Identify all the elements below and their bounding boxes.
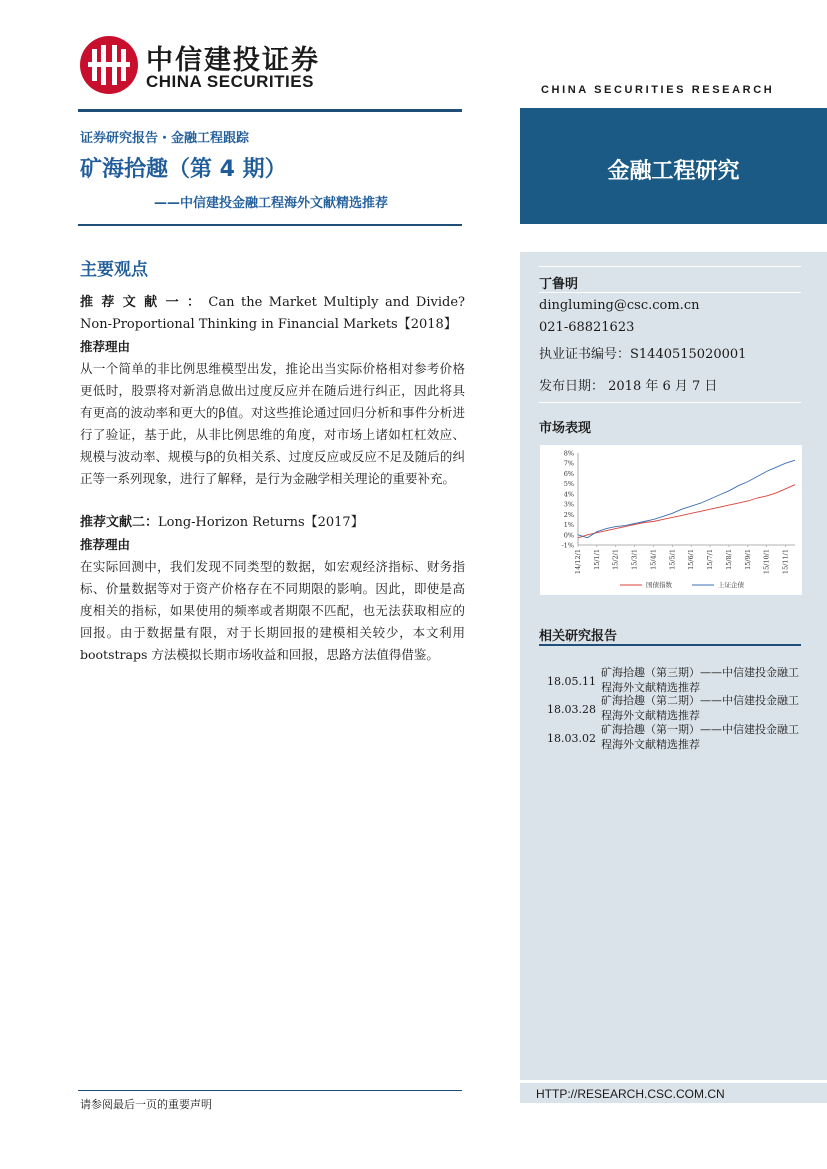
research-url-link[interactable]: HTTP://RESEARCH.CSC.COM.CN (536, 1087, 725, 1101)
market-performance-heading: 市场表现 (539, 421, 592, 436)
chart-y-tick-label: 7% (563, 459, 574, 468)
related-reports-rule (539, 644, 801, 646)
chart-y-tick-label: 8% (563, 449, 574, 458)
chart-y-tick-label: 6% (563, 469, 574, 478)
company-logo-emblem-icon (80, 36, 138, 94)
recommendation-1-reason-label: 推荐理由 (80, 339, 131, 354)
related-reports-heading: 相关研究报告 (539, 629, 618, 644)
analyst-rule (539, 292, 801, 293)
chart-x-tick-label: 15/10/1 (762, 549, 771, 575)
analyst-license: 执业证书编号：S1440515020001 (539, 347, 747, 362)
chart-x-tick-label: 15/5/1 (668, 549, 677, 570)
related-report-date: 18.05.11 (547, 675, 596, 688)
chart-y-tick-label: 4% (563, 490, 574, 499)
report-subtitle: ——中信建投金融工程海外文献精选推荐 (154, 196, 389, 211)
recommendation-1-title-cont: Non-Proportional Thinking in Financial Markets【2018】 (80, 317, 457, 332)
recommendation-1 (80, 292, 465, 490)
chart-x-tick-label: 15/11/1 (781, 549, 790, 575)
recommendation-2-label: 推荐文献二： (80, 515, 159, 530)
chart-y-tick-label: 0% (563, 531, 574, 540)
research-label: CHINA SECURITIES RESEARCH (541, 84, 775, 96)
chart-x-tick-label: 15/4/1 (649, 549, 658, 570)
report-series: 证券研究报告・金融工程跟踪 (80, 131, 250, 146)
chart-x-tick-label: 15/2/1 (611, 549, 620, 570)
logo-chinese-name: 中信建投证券 (146, 45, 320, 76)
publish-date: 发布日期： 2018 年 6 月 7 日 (539, 379, 718, 394)
header-divider (78, 109, 462, 112)
recommendation-2-body: 在实际回测中，我们发现不同类型的数据，如宏观经济指标、财务指标、价量数据等对于资产价格存在不同期限的影响。因此，即使是高度相关的指标，如果使用的频率或者期限不匹配，也无法获取相应的回报。由于数据量有限，对于长期回报的建模相关较少，本文利用 bootstraps 方法模拟长期市场收益和回报，思路方法值得借鉴。 (80, 559, 465, 662)
chart-x-tick-label: 15/1/1 (592, 549, 601, 570)
recommendation-2-title-line (80, 512, 465, 534)
title-divider (78, 224, 462, 226)
recommendation-1-title-line1 (80, 292, 465, 314)
recommendation-2 (80, 512, 465, 666)
logo-english-name: CHINA SECURITIES (146, 72, 314, 91)
related-report-title: 矿海拾趣（第二期）——中信建投金融工程海外文献精选推荐 (601, 694, 799, 722)
related-report-title: 矿海拾趣（第三期）——中信建投金融工程海外文献精选推荐 (601, 666, 799, 694)
footer-disclaimer: 请参阅最后一页的重要声明 (80, 1098, 212, 1111)
recommendation-2-reason-label: 推荐理由 (80, 537, 131, 552)
related-report-title: 矿海拾趣（第一期）——中信建投金融工程海外文献精选推荐 (601, 723, 799, 751)
related-report-item[interactable] (539, 722, 801, 756)
recommendation-2-title: Long-Horizon Returns【2017】 (158, 515, 364, 530)
chart-x-tick-label: 14/12/1 (574, 549, 582, 575)
chart-series-line-treasury (578, 485, 795, 538)
footer-rule (78, 1090, 462, 1091)
market-chart (540, 445, 802, 595)
chart-y-tick-label: 2% (563, 510, 574, 519)
company-logo (80, 36, 340, 94)
chart-x-tick-label: 15/3/1 (630, 549, 639, 570)
chart-y-tick-label: -1% (561, 541, 574, 550)
department-banner-text: 金融工程研究 (607, 159, 740, 184)
key-points-heading: 主要观点 (80, 260, 148, 280)
analyst-email[interactable]: dingluming@csc.com.cn (539, 298, 700, 313)
department-banner (520, 108, 827, 224)
related-report-date: 18.03.02 (547, 732, 596, 745)
chart-x-tick-label: 15/6/1 (687, 549, 696, 570)
chart-y-tick-label: 1% (563, 521, 574, 530)
analyst-phone: 021-68821623 (539, 320, 635, 335)
chart-series-line-corporate (578, 460, 795, 538)
chart-x-tick-label: 15/9/1 (743, 549, 752, 570)
chart-legend-label: 上证企债 (718, 581, 744, 589)
sidebar-top-rule (539, 266, 801, 267)
chart-y-tick-label: 3% (563, 500, 574, 509)
market-chart-svg (540, 445, 802, 595)
recommendation-1-title: Can the Market Multiply and Divide? (208, 295, 465, 310)
chart-x-tick-label: 15/8/1 (724, 549, 733, 570)
recommendation-1-label: 推荐文献一： (80, 295, 209, 310)
date-rule (539, 402, 801, 403)
report-title: 矿海拾趣（第 4 期） (80, 157, 287, 182)
analyst-name: 丁鲁明 (539, 277, 579, 292)
recommendation-1-title-line2 (80, 314, 465, 336)
chart-legend-label: 国债指数 (646, 581, 672, 589)
chart-y-tick-label: 5% (563, 480, 574, 489)
recommendation-1-body: 从一个简单的非比例思维模型出发，推论出当实际价格相对参考价格更低时，股票将对新消息做出过度反应并在随后进行纠正，因此将具有更高的波动率和更大的β值。对这些推论通过回归分析和事件分析进行了验证，基于此，从非比例思维的角度，对市场上诸如杠杠效应、规模与波动率、规模与β的负相关系、过度反应或反应不足及随后的纠正等一系列现象，进行了解释，是行为金融学相关理论的重要补充。 (80, 361, 465, 486)
related-report-date: 18.03.28 (547, 703, 596, 716)
chart-x-tick-label: 15/7/1 (706, 549, 715, 570)
